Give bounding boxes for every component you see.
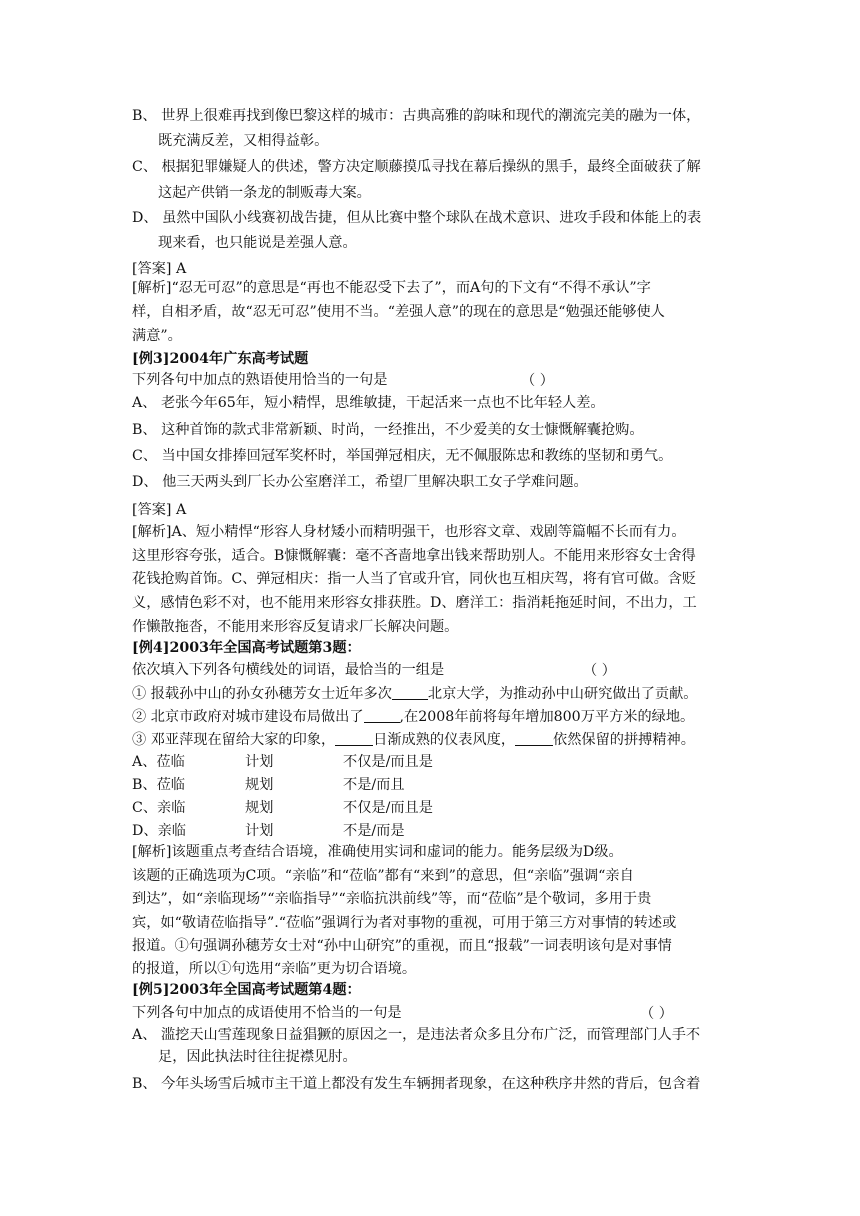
ex5-answer-paren: （ ） [640,1006,673,1022]
sentence-2-a: ② 北京市政府对城市建设布局做出了 [132,709,364,725]
option-word-3: 不是/而且 [343,777,405,793]
blank-4 [515,731,553,746]
answer-line: [答案] A [132,261,187,277]
answer-paren: （ ） [521,373,554,389]
ex4-analysis-line3: 到达”，如“亲临现场”“亲临指导”“亲临抗洪前线”等，而“莅临”是个敬词，多用于贵 [132,891,652,907]
analysis-line1: [解析]“忍无可忍”的意思是“再也不能忍受下去了”，而A句的下文有“不得不承认”字 [132,280,651,296]
ex4-options [132,752,532,844]
ex4-analysis-line5: 报道。①句强调孙穗芳女士对“孙中山研究”的重视，而且“报载”一词表明该句是对事情 [132,938,672,954]
sentence-1-b: 北京大学，为推动孙中山研究做出了贡献。 [427,686,698,702]
sentence-3 [132,730,695,750]
example-5-heading: [例5]2003年全国高考试题第4题： [132,982,361,998]
ex3-analysis-line2: 这里形容夸张，适合。B慷慨解囊：毫不吝啬地拿出钱来帮助别人。不能用来形容女士舍得 [132,548,696,564]
option-word-3: 不仅是/而且是 [343,800,433,816]
ex3-analysis-line1: [解析]A、短小精悍“形容人身材矮小而精明强干，也形容文章、戏剧等篇幅不长而有力。 [132,524,686,540]
analysis-line3: 满意”。 [132,328,182,344]
example-3-heading: [例3]2004年广东高考试题 [132,351,309,367]
analysis-line2: 样，自相矛盾，故“忍无可忍”使用不当。“差强人意”的现在的意思是“勉强还能够使人 [132,304,665,320]
option-label: B、莅临 [132,777,185,793]
option-b-line1: B、 世界上很难再找到像巴黎这样的城市：古典高雅的韵味和现代的潮流完美的融为一体， [132,108,701,124]
ex5-option-a-line1: A、 滥挖天山雪莲现象日益猖獗的原因之一，是违法者众多且分布广泛，而管理部门人手不 [132,1027,701,1043]
option-word-2: 计划 [245,754,274,770]
ex4-prompt: 依次填入下列各句横线处的词语，最恰当的一组是 [132,662,445,678]
option-d-line1: D、 虽然中国队小线赛初战告捷，但从比赛中整个球队在战术意识、进攻手段和体能上的表 [132,210,702,226]
option-word-3: 不仅是/而且是 [343,754,433,770]
blank-3 [335,731,373,746]
ex3-analysis-line5: 作懒散拖沓，不能用来形容反复请求厂长解决问题。 [132,619,459,635]
ex3-option-d: D、 他三天两头到厂长办公室磨洋工，希望厂里解决职工女子学难问题。 [132,474,588,490]
ex5-option-a-line2: 足，因此执法时往往捉襟见肘。 [158,1049,357,1065]
ex4-analysis-line2: 该题的正确选项为C项。“亲临”和“莅临”都有“来到”的意思，但“亲临”强调“亲自 [132,868,634,884]
ex5-option-b-line1: B、 今年头场雪后城市主干道上都没有发生车辆拥者现象，在这种秩序井然的背后，包含着 [132,1076,701,1092]
ex3-option-a: A、 老张今年65年，短小精悍，思维敏捷，干起活来一点也不比年轻人差。 [132,395,605,411]
ex3-option-c: C、 当中国女排捧回冠军奖杯时，举国弹冠相庆，无不佩服陈忠和教练的坚韧和勇气。 [132,448,673,464]
blank-2 [364,708,400,723]
sentence-2 [132,707,694,727]
option-word-3: 不是/而是 [343,823,405,839]
option-b-line2: 既充满反差，又相得益彰。 [158,133,329,149]
sentence-1-a: ① 报载孙中山的孙女孙穗芳女士近年多次 [132,686,392,702]
sentence-2-b: ,在2008年前将每年增加800万平方米的绿地。 [399,709,695,725]
option-label: A、莅临 [132,754,185,770]
sentence-1 [132,684,697,704]
ex4-analysis-line6: 的报道，所以①句选用“亲临”更为切合语境。 [132,961,417,977]
sentence-3-b: 日渐成熟的仪表风度， [373,732,516,748]
option-word-2: 计划 [245,823,274,839]
sentence-3-c: 依然保留的拼搏精神。 [553,732,695,748]
option-word-2: 规划 [245,777,274,793]
example-4-heading: [例4]2003年全国高考试题第3题： [132,640,361,656]
sentence-3-a: ③ 邓亚萍现在留给大家的印象， [132,732,336,748]
option-label: D、亲临 [132,823,186,839]
ex5-prompt: 下列各句中加点的成语使用不恰当的一句是 [132,1005,402,1021]
option-label: C、亲临 [132,800,186,816]
blank-1 [392,685,428,700]
option-c-line1: C、 根据犯罪嫌疑人的供述，警方决定顺藤摸瓜寻找在幕后操纵的黑手，最终全面破获了解 [132,159,701,175]
ex4-analysis-line1: [解析]该题重点考查结合语境，准确使用实词和虚词的能力。能务层级为D级。 [132,844,623,860]
ex4-analysis-line4: 宾，如“敬请莅临指导”.“莅临”强调行为者对事物的重视，可用于第三方对事情的转述或 [132,915,677,931]
ex3-option-b: B、 这种首饰的款式非常新颖、时尚，一经推出，不少爱美的女士慷慨解囊抢购。 [132,422,644,438]
ex3-analysis-line4: 义，感情色彩不对，也不能用来形容女排获胜。D、磨洋工：指消耗拖延时间，不出力，工 [132,595,697,611]
option-d-line2: 现来看，也只能说是差强人意。 [158,235,357,251]
ex4-answer-paren: （ ） [583,663,616,679]
ex3-answer: [答案] A [132,502,187,518]
option-word-2: 规划 [245,800,274,816]
ex3-analysis-line3: 花钱抢购首饰。C、弹冠相庆：指一人当了官或升官，同伙也互相庆驾，将有官可做。含贬 [132,571,697,587]
option-c-line2: 这起产供销一条龙的制贩毒大案。 [158,185,371,201]
question-prompt: 下列各句中加点的熟语使用恰当的一句是 [132,372,388,388]
